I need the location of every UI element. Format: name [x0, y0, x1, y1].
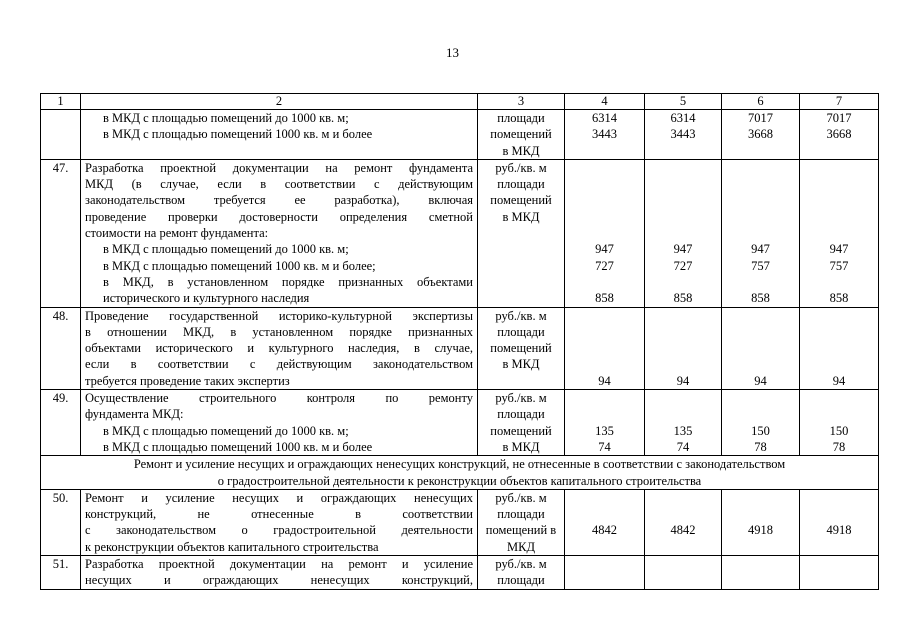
cell-line: 6314	[592, 111, 617, 125]
desc-line: Проведение государственной историко-культурной экспертизы	[85, 308, 473, 323]
cell-line	[800, 406, 878, 422]
cell-line	[800, 160, 878, 176]
cell-line	[722, 324, 799, 340]
header-cell-3: 3	[478, 94, 565, 110]
value-v4	[565, 489, 645, 555]
cell-line	[645, 356, 721, 372]
cell-line	[565, 176, 644, 192]
desc-line: несущих и ограждающих ненесущих конструкций,	[85, 573, 473, 588]
cell-line: 4918	[826, 523, 852, 538]
desc-line: требуется проведение таких экспертиз	[85, 373, 290, 388]
value-v6	[722, 307, 800, 389]
cell-line: 74	[676, 439, 690, 454]
cell-line	[722, 209, 799, 225]
desc-line: стоимости на ремонт фундамента:	[85, 226, 269, 241]
value-v5	[645, 307, 722, 389]
table-row	[41, 307, 879, 389]
section-heading-line: Ремонт и усиление несущих и ограждающих ненесущих конструкций, не отнесенные в соответствии с законодательством	[133, 457, 786, 472]
cell-line	[722, 490, 799, 506]
cell-line	[645, 160, 721, 176]
row-number: 50.	[41, 489, 81, 555]
cell-line	[645, 308, 721, 324]
cell-line	[800, 225, 878, 241]
work-description	[81, 110, 478, 160]
work-description	[81, 489, 478, 555]
unit-of-measure	[478, 390, 565, 456]
tariff-table	[40, 93, 879, 590]
cell-line: 727	[595, 258, 614, 273]
value-v4	[565, 307, 645, 389]
cell-line: площади	[497, 111, 545, 125]
unit-of-measure	[478, 159, 565, 307]
cell-line: помещений	[490, 341, 552, 356]
work-description	[81, 159, 478, 307]
header-cell-2: 2	[81, 94, 478, 110]
cell-line: помещений	[490, 127, 552, 142]
cell-line: 94	[676, 373, 690, 388]
cell-line	[565, 506, 644, 522]
header-cell-7: 7	[800, 94, 879, 110]
cell-line	[645, 176, 721, 192]
table-row	[41, 110, 879, 160]
value-v7	[800, 390, 879, 456]
cell-line: в МКД	[502, 439, 540, 454]
section-row	[41, 456, 879, 490]
desc-line: исторического и культурного наследия	[103, 291, 310, 306]
cell-line	[722, 539, 799, 555]
cell-line: 947	[673, 242, 693, 257]
row-number: 49.	[41, 390, 81, 456]
cell-line: площади	[497, 324, 545, 339]
desc-line: в МКД с площадью помещений до 1000 кв. м;	[103, 111, 349, 125]
cell-line: 135	[673, 423, 693, 438]
cell-line: МКД	[507, 539, 535, 554]
desc-line: объектами исторического и культурного наследия, в случае,	[85, 341, 473, 356]
cell-line: 727	[673, 258, 693, 273]
cell-line	[800, 209, 878, 225]
cell-line	[800, 274, 878, 290]
cell-line	[565, 225, 644, 241]
desc-line: в отношении МКД, в установленном порядке признанных	[85, 324, 473, 339]
cell-line: 150	[751, 423, 770, 438]
cell-line	[565, 406, 644, 422]
cell-line: 947	[829, 242, 849, 257]
cell-line	[800, 506, 878, 522]
value-v4	[565, 556, 645, 590]
cell-line: 3668	[826, 127, 852, 142]
cell-line: 757	[829, 258, 849, 273]
cell-line: помещений в	[485, 523, 557, 538]
cell-line: 947	[595, 242, 614, 257]
cell-line	[800, 324, 878, 340]
cell-line: помещений	[490, 193, 552, 208]
cell-line: 74	[598, 439, 611, 454]
row-number: 51.	[41, 556, 81, 590]
cell-line	[722, 406, 799, 422]
cell-line	[565, 192, 644, 208]
cell-line	[645, 209, 721, 225]
cell-line: 94	[832, 373, 846, 388]
value-v4	[565, 110, 645, 160]
cell-line: 3668	[748, 127, 773, 142]
cell-line: 858	[829, 291, 849, 306]
desc-line: проведение проверки достоверности определения сметной	[85, 209, 473, 224]
cell-line: 858	[673, 291, 693, 306]
cell-line: 78	[754, 439, 767, 454]
cell-line: руб./кв. м	[495, 490, 547, 505]
value-v6	[722, 489, 800, 555]
cell-line	[722, 390, 799, 406]
cell-line: руб./кв. м	[495, 160, 547, 175]
cell-line	[565, 209, 644, 225]
value-v7	[800, 556, 879, 590]
cell-line: 94	[754, 373, 767, 388]
cell-line: 858	[595, 291, 614, 306]
cell-line	[645, 324, 721, 340]
unit-of-measure	[478, 307, 565, 389]
cell-line	[722, 192, 799, 208]
value-v5	[645, 556, 722, 590]
desc-line: если в соответствии с действующим законодательством	[85, 357, 473, 372]
value-v6	[722, 159, 800, 307]
cell-line	[565, 539, 644, 555]
cell-line: площади	[497, 177, 545, 192]
cell-line: 94	[598, 373, 611, 388]
cell-line	[800, 340, 878, 356]
desc-line: МКД (в случае, если в соответствии с действующим	[85, 177, 473, 192]
cell-line	[722, 176, 799, 192]
value-v5	[645, 159, 722, 307]
desc-line: Ремонт и усиление несущих и ограждающих ненесущих	[85, 490, 473, 505]
value-v6	[722, 390, 800, 456]
cell-line: 4842	[592, 523, 617, 538]
unit-of-measure	[478, 556, 565, 590]
desc-line: в МКД с площадью помещений 1000 кв. м и более	[103, 439, 373, 454]
cell-line: 7017	[748, 111, 773, 125]
cell-line	[800, 192, 878, 208]
work-description	[81, 556, 478, 590]
desc-line: в МКД с площадью помещений 1000 кв. м и более	[103, 127, 373, 142]
cell-line: площади	[497, 407, 545, 422]
cell-line	[722, 356, 799, 372]
cell-line	[722, 274, 799, 290]
cell-line	[645, 340, 721, 356]
cell-line	[565, 308, 644, 324]
cell-line	[800, 308, 878, 324]
cell-line: 947	[751, 242, 770, 257]
cell-line: 858	[751, 291, 770, 306]
desc-line: конструкций, не отнесенные в соответствии	[85, 507, 473, 522]
cell-line	[645, 506, 721, 522]
cell-line	[800, 356, 878, 372]
desc-line: Разработка проектной документации на ремонт фундамента	[85, 160, 473, 175]
cell-line: 757	[751, 258, 770, 273]
section-heading	[41, 456, 879, 490]
header-cell-1: 1	[41, 94, 81, 110]
cell-line: в МКД	[502, 357, 540, 372]
cell-line	[722, 225, 799, 241]
value-v7	[800, 307, 879, 389]
header-cell-5: 5	[645, 94, 722, 110]
row-number: 47.	[41, 159, 81, 307]
cell-line	[565, 356, 644, 372]
cell-line	[645, 406, 721, 422]
value-v4	[565, 159, 645, 307]
value-v5	[645, 489, 722, 555]
desc-line: в МКД, в установленном порядке признанных объектами	[103, 274, 473, 289]
work-description	[81, 390, 478, 456]
cell-line: 135	[595, 423, 614, 438]
cell-line	[645, 390, 721, 406]
cell-line: 4918	[748, 523, 773, 538]
cell-line	[645, 490, 721, 506]
desc-line: Разработка проектной документации на ремонт и усиление	[85, 557, 473, 572]
cell-line	[565, 160, 644, 176]
cell-line	[722, 160, 799, 176]
value-v6	[722, 556, 800, 590]
table-row	[41, 390, 879, 456]
cell-line	[645, 274, 721, 290]
cell-line	[565, 324, 644, 340]
row-number: 48.	[41, 307, 81, 389]
work-description	[81, 307, 478, 389]
cell-line	[565, 340, 644, 356]
cell-line	[800, 490, 878, 506]
desc-line: с законодательством о градостроительной деятельности	[85, 523, 473, 538]
value-v6	[722, 110, 800, 160]
cell-line: руб./кв. м	[495, 557, 547, 572]
row-number	[41, 110, 81, 160]
cell-line: площади	[497, 573, 545, 588]
cell-line	[722, 340, 799, 356]
header-row	[41, 94, 879, 110]
cell-line: 4842	[670, 523, 696, 538]
page-number: 13	[446, 45, 459, 60]
cell-line: 7017	[826, 111, 852, 125]
cell-line: в МКД	[502, 209, 540, 224]
cell-line: руб./кв. м	[495, 308, 547, 323]
cell-line	[800, 390, 878, 406]
cell-line	[800, 539, 878, 555]
cell-line: 3443	[592, 127, 617, 142]
value-v4	[565, 390, 645, 456]
cell-line: в МКД	[502, 143, 540, 158]
cell-line: руб./кв. м	[495, 391, 547, 406]
cell-line	[565, 390, 644, 406]
cell-line: 150	[829, 423, 849, 438]
desc-line: фундамента МКД:	[85, 407, 184, 422]
cell-line	[645, 225, 721, 241]
value-v7	[800, 159, 879, 307]
value-v7	[800, 110, 879, 160]
desc-line: Осуществление строительного контроля по ремонту	[85, 391, 473, 406]
cell-line: 6314	[670, 111, 696, 125]
header-cell-6: 6	[722, 94, 800, 110]
desc-line: в МКД с площадью помещений до 1000 кв. м;	[103, 242, 349, 257]
section-heading-line: о градостроительной деятельности к реконструкции объектов капитального строительства	[217, 473, 702, 488]
value-v5	[645, 110, 722, 160]
desc-line: к реконструкции объектов капитального строительства	[85, 539, 379, 554]
cell-line: площади	[497, 507, 545, 522]
desc-line: в МКД с площадью помещений до 1000 кв. м;	[103, 423, 349, 438]
desc-line: в МКД с площадью помещений 1000 кв. м и более;	[103, 258, 376, 273]
unit-of-measure	[478, 110, 565, 160]
desc-line: законодательством требуется ее разработка), включая	[85, 193, 473, 208]
cell-line	[645, 192, 721, 208]
header-cell-4: 4	[565, 94, 645, 110]
cell-line	[645, 539, 721, 555]
table-row	[41, 556, 879, 590]
unit-of-measure	[478, 489, 565, 555]
value-v7	[800, 489, 879, 555]
table-row	[41, 489, 879, 555]
value-v5	[645, 390, 722, 456]
cell-line	[722, 506, 799, 522]
cell-line: 3443	[670, 127, 696, 142]
cell-line	[722, 308, 799, 324]
cell-line: 78	[832, 439, 846, 454]
cell-line	[565, 490, 644, 506]
cell-line	[800, 176, 878, 192]
table-row	[41, 159, 879, 307]
cell-line	[565, 274, 644, 290]
cell-line: помещений	[490, 423, 552, 438]
